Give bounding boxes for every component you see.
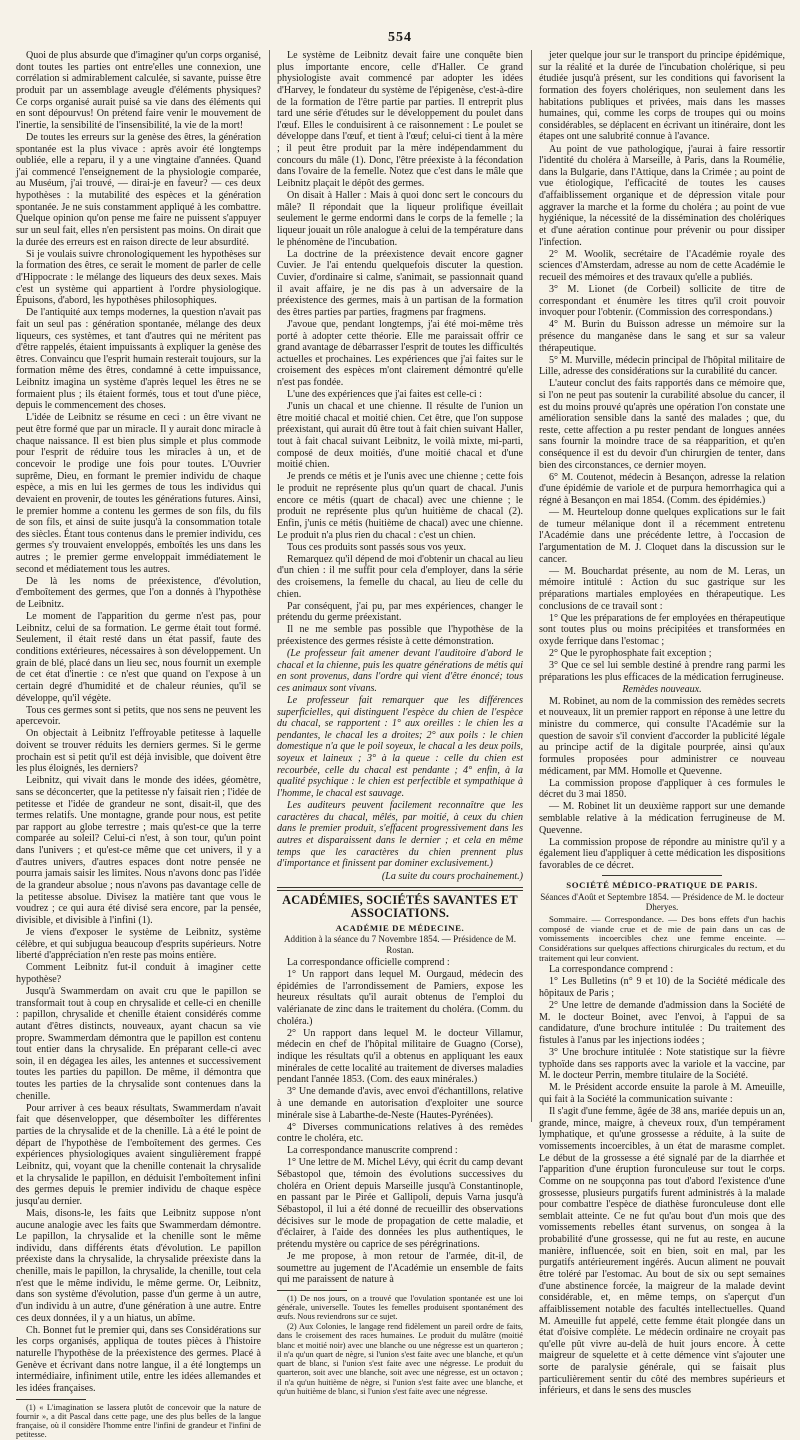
paragraph: 2° Une lettre de demande d'admission dans la Société de M. le docteur Boinet, avec l'envoi, à l'appui de sa candidature, d'une brochure intitulée : Du traitement des fistules à l'anus par les injections iodées ; xyxy=(539,1000,785,1047)
paragraph: Tous ces produits sont passés sous vos yeux. xyxy=(287,541,467,553)
paragraph: 6° M. Coutenot, médecin à Besançon, adresse la relation d'une épidémie de variole et de purpura hemorrhagica qui a régné à Besançon en mai 1854. (Comm. des épidémies.) xyxy=(539,471,785,507)
lecture-text xyxy=(16,50,261,1395)
paragraph: On disait à Haller : Mais à quoi donc sert le concours du mâle? Il répondait que la liqueur prolifique éveillait seulement le germe endormi dans le corps de la femelle ; la liqueur jouait un rôle analogue à celui de la température dans le phénomène de l'incubation. xyxy=(277,190,523,248)
column-left xyxy=(16,50,261,1440)
paragraph: De l'antiquité aux temps modernes, la question n'avait pas fait un seul pas : génération spontanée, mélange des deux liqueurs, ces systèmes, et tant d'autres qui ne méritent pas d'être rappelés, étaient impuissants à expliquer la genèse des êtres. Convaincu que l'esprit humain resterait toujours, sur la formation même des êtres, condamné à cette impuissance, Leibnitz imagina un système d'après lequel les êtres ne se formaient plus ; ils étaient formés, tous et tout d'une pièce, depuis le commencement des choses. xyxy=(16,307,261,412)
paragraph: Quoi de plus absurde que d'imaginer qu'un corps organisé, dont toutes les parties ont entre'elles une connexion, une corrélation si admirablement calculée, si savante, puisse être produit par un assemblage aveugle d'éléments physiques? Ce corps organisé aurait puisé sa vie dans des éléments qui en sont dépourvus! On prétend faire venir le mouvement de l'inertie, la sensibilité de l'insensibilité, la vie de la mort! xyxy=(16,50,261,131)
paragraph: 1° Une lettre de M. Michel Lévy, qui écrit du camp devant Sébastopol que, témoin des évolutions successives du choléra en Orient depuis Marseille jusqu'à Constantinople, en passant par le Pirée et Gallipoli, depuis Varna jusqu'à Sébastopol, il lui a été donné de recueillir des observations décisives sur le mode de propagation de cette maladie, et d'éclairer, à l'aide des données les plus authentiques, le prétendu mystère ou caprice de ses pérégrinations. xyxy=(277,1157,523,1250)
paragraph: 1° Que les préparations de fer employées en thérapeutique sont toutes plus ou moins précipitées et transformées en oxyde ferrique dans l'estomac ; xyxy=(539,612,785,647)
academy-report xyxy=(539,50,785,683)
paragraph: Jusqu'à Swammerdam on avait cru que le papillon se transformait tout à coup en chrysalide et celle-ci en chenille : papillon, chrysalide et chenille étaient considérés comme autant d'êtres distincts, nouveaux, ayant chacun sa vie propre. Swammerdam démontra que le papillon est contenu tout entier dans la chrysalide. En préparant celle-ci avec soin, il en dégagea les ailes, les antennes et successivement toutes les parties du papillon. De même, il démontra que toutes les parties de la chrysalide sont contenues dans la chenille. xyxy=(16,985,261,1102)
paragraph: La correspondance comprend : xyxy=(549,964,674,976)
page-number: 554 xyxy=(388,30,412,45)
paragraph: Je prends ce métis et je l'unis avec une chienne ; cette fois le produit ne représente plus qu'un quart de chacal. J'unis encore ce métis (quart de chacal) avec une chienne ; le produit ne représente plus qu'un huitième de chacal (2). Enfin, j'unis ce métis (huitième de chacal) avec une chienne. Le produit n'a plus rien du chacal : c'est un chien. xyxy=(277,471,523,541)
paragraph: 1° Un rapport dans lequel M. Ourgaud, médecin des épidémies de l'arrondissement de Pamiers, expose les heureux résultats qu'il aurait obtenus de l'emploi du valérianate de zinc dans le traitement du choléra. (Comm. du choléra.) xyxy=(277,969,523,1027)
footnote: (1) « L'imagination se lassera plutôt de concevoir que la nature de fournir », a dit Pascal dans cette page, une des plus belles de la langue française, où il considère l'homme entre l'infini de grandeur et l'infini de petitesse. xyxy=(16,1402,261,1440)
paragraph: Pour arriver à ces beaux résultats, Swammerdam n'avait fait que désenvelopper, que désemboîter les différentes parties de la chrysalide et de la chenille. Là a été le point de départ de l'hypothèse de l'emboîtement des germes. Ces expériences physiologiques avaient singulièrement frappé Leibnitz, qui, voyant que la chenille contenait la chrysalide et la chrysalide le papillon, en déduisit l'emboîtement infini des germes depuis le premier individu de chaque espèce jusqu'au dernier. xyxy=(16,1102,261,1207)
paragraph: Je viens d'exposer le système de Leibnitz, système célèbre, et qui subjugua beaucoup d'esprits supérieurs. Notre liberté d'appréciation n'en reste pas moins entière. xyxy=(16,926,261,962)
academy-title: ACADÉMIE DE MÉDECINE. xyxy=(335,922,465,933)
society-meeting: Séances d'Août et Septembre 1854. — Présidence de M. le docteur Dheryes. xyxy=(540,891,784,913)
paragraph: M. Robinet, au nom de la commission des remèdes secrets et nouveaux, lit un premier rapport en réponse à une lettre du ministre du commerce, qui consulte l'Académie sur la question de savoir s'il convient d'accorder la publicité légale au principe actif de la digitale pourprée, ainsi qu'aux formules proposées pour administrer ce nouveau médicament, par MM. Homolle et Quevenne. xyxy=(539,695,785,777)
paragraph: 2° Que le pyrophosphate fait exception ; xyxy=(549,647,712,659)
paragraph: 2° Un rapport dans lequel M. le docteur Villamur, médecin en chef de l'hôpital militaire de Guagno (Corse), indique les résultats qu'il a obtenus en appliquant les eaux minérales de cette localité au traitement de diverses maladies pendant l'année 1853. (Com. des eaux minérales.) xyxy=(277,1027,523,1086)
paragraph: L'auteur conclut des faits rapportés dans ce mémoire que, si l'on ne peut pas soutenir la curabilité absolue du cancer, il est du moins prouvé qu'après une opération l'on constate une amélioration sensible dans la santé des malades ; que, du reste, cette affection a pu rester pendant de longues années sans fournir la moindre trace de sa réapparition, et qu'en conséquence il est du devoir d'un chirurgien de tenter, dans bien des circonstances, ce dernier moyen. xyxy=(539,378,785,471)
footnote-rule xyxy=(277,1290,347,1291)
summary: Sommaire. — Correspondance. — Des bons effets d'un hachis composé de viande crue et de mie de pain dans un cas de vomissements incoercibles chez une femme enceinte. — Considérations sur quelques affections chirurgicales du rectum, et du traitement qui leur convient. xyxy=(539,913,785,964)
paragraph: Comment Leibnitz fut-il conduit à imaginer cette hypothèse? xyxy=(16,962,261,985)
paragraph: — M. Robinet lit un deuxième rapport sur une demande semblable relative à la médication ferrugineuse de M. Quevenne. xyxy=(539,801,785,836)
footnote: (2) Aux Colonies, le langage rend fidèlement un pareil ordre de faits, dans le croisement des races humaines. Le produit du mulâtre (moitié blanc et moitié noir) avec une blanche ou une négresse est un quarteron ; il n'a qu'un quart de nègre, si l'union s'est faite avec une blanche, et qu'un quart de blanc, si l'union s'est faite avec une négresse. Le produit du quarteron, soit avec une blanche, soit avec une négresse, est un octavon ; il n'a qu'un huitième de nègre, si l'union s'est faite avec une blanche, et qu'un huitième de blanc, si l'union s'est faite avec une négresse. xyxy=(277,1322,523,1397)
paragraph: Le système de Leibnitz devait faire une conquête bien plus importante encore, celle d'Haller. Ce grand physiologiste avait commencé par adopter les idées d'Harvey, le fondateur du système de l'épigenèse, c'est-à-dire de la formation de l'être partie par parties. Il entreprit plus tard une série d'études sur le développement du poulet dans l'œuf. Elles le conduisirent à ce raisonnement : Le poulet se développe dans l'œuf, et tient à l'œuf; celui-ci tient à la mère ; il peut être produit par la mère indépendamment du concours du mâle (1). Donc, l'être préexiste à la fécondation dans l'ovaire de la femelle. Notez que c'est dans le mâle que Leibnitz plaçait le dépôt des germes. xyxy=(277,50,523,190)
column-right xyxy=(539,50,785,1397)
paragraph: L'une des expériences que j'ai faites est celle-ci : xyxy=(287,389,482,401)
to-be-continued: (La suite du cours prochainement.) xyxy=(381,870,523,882)
remedies-report xyxy=(539,696,785,872)
paragraph: — M. Heurteloup donne quelques explications sur le fait de tumeur mélanique dont il a récemment entretenu l'Académie dans une précédente lettre, à l'occasion de l'argumentation de M. J. Cloquet dans la discussion sur le cancer. xyxy=(539,507,785,565)
paragraph: Si je voulais suivre chronologiquement les hypothèses sur la formation des êtres, ce serait le moment de parler de celle d'Hippocrate : le mélange des liqueurs des deux sexes. Mais c'est un système qui appartient à l'ordre physiologique. Épuisons, d'abord, les hypothèses philosophiques. xyxy=(16,248,261,307)
paragraph: 2° M. Woolik, secrétaire de l'Académie royale des sciences d'Amsterdam, adresse au nom de cette Académie le recueil des mémoires et des travaux qu'elle a publiés. xyxy=(539,248,785,283)
italic-paragraph: Les auditeurs peuvent facilement reconnaître que les caractères du chacal, mêlés, par moitié, à ceux du chien dans le premier produit, s'effacent progressivement dans les autres et disparaissent dans le dernier ; et cela en même temps que les caractères du chien prennent plus d'importance et finissent par dominer exclusivement.) xyxy=(277,800,523,870)
paragraph: 3° Que ce sel lui semble destiné à prendre rang parmi les préparations les plus efficaces de la médication ferrugineuse. xyxy=(539,660,785,683)
paragraph: J'unis un chacal et une chienne. Il résulte de l'union un être moitié chacal et moitié chien. Cet être, que l'on suppose préexistant, qui aurait dû être tout à fait chien suivant Haller, tout à fait chacal suivant Leibnitz, le voilà mixte, mi-parti, composé de deux moitiés, d'une moitié chacal et d'une moitié chien. xyxy=(277,401,523,471)
footnote: (1) De nos jours, on a trouvé que l'ovulation spontanée est une loi générale, universelle. Toutes les femelles produisent spontanément des œufs. Nous reviendrons sur ce sujet. xyxy=(277,1293,523,1322)
paragraph: Tous ces germes sont si petits, que nos sens ne peuvent les apercevoir. xyxy=(16,704,261,728)
paragraph: Au point de vue pathologique, j'aurai à faire ressortir l'identité du choléra à Marseille, à Paris, dans la Roumélie, dans la Bulgarie, dans l'Attique, dans la Crimée ; au point de vue étiologique, l'efficacité de toutes les causes d'affaiblissement organique et de dépression vitale pour aggraver la marche et la forme du choléra ; au point de vue hygiénique, la nécessité de la dissémination des cholériques et d'une aération continue pour prévenir ou pour dissiper l'infection. xyxy=(539,143,785,248)
paragraph: La doctrine de la préexistence devait encore gagner Cuvier. Je l'ai entendu quelquefois discuter la question. Cuvier, d'ordinaire si calme, s'animait, se passionnait quand il avait affaire, je ne dis pas à un adversaire de la préexistence des germes, mais à un partisan de la formation des êtres parties par parties, fragmens par fragmens. xyxy=(277,248,523,318)
paragraph: Il s'agit d'une femme, âgée de 38 ans, mariée depuis un an, grande, mince, maigre, à cheveux roux, d'un tempérament lymphatique, et qu'une grossesse a réduite, à la suite de vomissements incoercibles, à un état de marasme complet. Le début de la grossesse a été signalé par de la diarrhée et l'apparition d'une éruption furonculeuse sur tout le corps. Comme on ne soupçonna pas tout d'abord l'existence d'une grossesse, plusieurs purgatifs furent administrés à la malade pour combattre l'espèce de diathèse furonculeuse dont elle semblait atteinte. Ce ne fut qu'au bout d'un mois que des vomissements rebelles étant survenus, on songea à la probabilité d'une grossesse, qui ne fut au reste, en aucune manière, influencée, soit en bien, soit en mal, par les purgatifs antérieurement ingérés. Aucun aliment ne pouvait être toléré par l'estomac. Au bout de six ou sept semaines d'une abstinence forcée, la maigreur de la malade devint considérable, et, en même temps, on s'aperçut d'un affaiblissement notable des facultés intellectuelles. Quand M. Ameuille fut appelé, cette femme était plongée dans un état d'oisive complète. Le médecin ordinaire ne croyait pas qu'elle pût vivre au-delà de huit jours encore. À cette maigreur de squelette et à cette démence vint s'ajouter une sorte de paralysie générale, qui se faisait plus particulièrement sentir du côté des membres supérieurs et inférieurs, et dans le sens des muscles xyxy=(539,1106,785,1397)
paragraph: 3° Une brochure intitulée : Note statistique sur la fièvre typhoïde dans ses rapports avec la variole et la vaccine, par M. le docteur Perrin, membre titulaire de la Société. xyxy=(539,1047,785,1082)
paragraph: J'avoue que, pendant longtemps, j'ai été moi-même très porté à adopter cette théorie. Elle me paraissait offrir ce grand avantage de débarrasser l'esprit de toutes les difficultés actuelles et prochaines. Les expériences que j'ai faites sur le croisement des espèces m'ont clairement démontré qu'elle n'est pas fondée. xyxy=(277,318,524,389)
paragraph: — M. Bouchardat présente, au nom de M. Leras, un mémoire intitulé : Action du suc gastrique sur les préparations martiales employées en thérapeutique. Les conclusions de ce travail sont : xyxy=(539,565,785,612)
paragraph: De là les noms de préexistence, d'évolution, d'emboîtement des germes, que l'on a donnés à l'hypothèse de Leibnitz. xyxy=(16,575,261,611)
paragraph: De toutes les erreurs sur la genèse des êtres, la génération spontanée est la plus vivace : après avoir été longtemps oubliée, elle a reparu, il y a une vingtaine d'années. Quand j'ai commencé l'enseignement de la physiologie comparée, au Muséum, j'ai trouvé, — dirai-je en faveur? — ces deux hypothèses : la mutabilité des espèces et la génération spontanée. Je ne suis constamment appliqué à les combattre. Quelque opinion qu'on pense me faire ne puissent s'appuyer sur un seul fait, elles n'en persistent pas moins. On dirait que la durée des erreurs est en raison directe de leur absurdité. xyxy=(16,131,261,248)
lecture-demonstration xyxy=(277,648,523,870)
society-report xyxy=(539,964,785,1397)
column-rule xyxy=(269,50,270,1122)
paragraph: 1° Les Bulletins (n° 9 et 10) de la Société médicale des hôpitaux de Paris ; xyxy=(539,976,785,1000)
paragraph: Leibnitz, qui vivait dans le monde des idées, géomètre, sans se déconcerter, que la petitesse n'y faisait rien ; l'idée de petitesse et l'idée de grandeur ne sont, disait-il, que des termes relatifs. Une montagne, grande pour nous, est petite par rapport au globe terrestre ; mais qu'est-ce que la terre comparée au soleil? Celui-ci n'est, à son tour, qu'un point dans l'univers ; et qu'est-ce même que cet univers, il y a d'autres univers, d'autres espaces dont notre pensée ne pourra jamais saisir les limites. Nous n'avons donc pas l'idée de la grandeur absolue ; nous n'avons pas davantage celle de la petitesse absolue. Divisez la matière tant que vous le voudrez ; ce qui aura été divisé sera encore, par la pensée, divisible, et divisible à l'infini (1). xyxy=(16,775,261,926)
paragraph: M. le Président accorde ensuite la parole à M. Ameuille, qui fait à la Société la communication suivante : xyxy=(539,1082,785,1105)
column-rule xyxy=(531,50,532,1122)
section-divider xyxy=(277,887,523,891)
subsection-title: Remèdes nouveaux. xyxy=(622,683,702,695)
paragraph: jeter quelque jour sur le transport du principe épidémique, sur la réalité et la durée de l'incubation cholérique, si peu étudiée jusqu'à présent, sur les conditions qui favorisent la formation des foyers cholériques, non seulement dans les habitations publiques et privées, mais dans les masses humaines, qui, comme les corps de troupes qui ou moins considérables, se déplacent en écrivant un itinéraire, dont les étapes ont une salubrité connue à l'avance. xyxy=(539,50,785,143)
paragraph: Le moment de l'apparition du germe n'est pas, pour Leibnitz, celui de sa formation. Le germe était tout formé. Seulement, il était resté dans un état passif, faute des conditions extérieures, nécessaires à son développement. Un grain de blé, placé dans un lieu sec, nous fournit un exemple de cet état d'inertie : ce n'est que quand on l'expose à un certain degré d'humidité et de chaleur réunies, qu'il se développe, qu'il végète. xyxy=(16,611,261,704)
paragraph: Remarquez qu'il dépend de moi d'obtenir un chacal au lieu d'un chien : il me suffit pour cela d'employer, dans la série des croisemens, la femelle du chacal, au lieu de celle du chien. xyxy=(277,553,523,600)
paragraph: La correspondance manuscrite comprend : xyxy=(287,1145,458,1157)
paragraph: Mais, disons-le, les faits que Leibnitz suppose n'ont aucune analogie avec les faits que Swammerdam démontre. Le papillon, la chrysalide et la chenille sont le même individu, dans différents états d'évolution. Le papillon préexiste dans la chrysalide, la chrysalide préexiste dans la chenille, mais le papillon, la chrysalide, la chenille, tout cela n'est que le même individu, le même germe. Or, Leibnitz, dans son système d'évolution, passe d'un germe à un autre, d'un individu à un autre, d'une génération à une autre. Entre ces deux données, il y a un hiatus, un abîme. xyxy=(16,1207,261,1324)
paragraph: 3° M. Lionet (de Corbeil) sollicite de titre de correspondant et énumère les titres qu'il croit pouvoir invoquer pour l'obtenir. (Commission des correspondans.) xyxy=(539,283,785,319)
column-middle xyxy=(277,50,524,1397)
paragraph: 4° Diverses communications relatives à des remèdes contre le choléra, etc. xyxy=(277,1121,523,1145)
italic-paragraph: Le professeur fait remarquer que les différences superficielles, qui distinguent l'espèce du chien de l'espèce du chacal, se rapportent : 1° aux oreilles : le chien les a pendantes, le chacal les a droites; 2° aux poils : le chien domestique n'a que le poil soyeux, le chacal a les deux poils, soyeux et laineux ; 3° à la queue : celle du chien est recourbée, celle du chacal est pendante ; 4° enfin, à la qualité psychique : le chien est perfectible et sympathique à l'homme, le chacal est sauvage. xyxy=(277,694,523,800)
paragraph: 3° Une demande d'avis, avec envoi d'échantillons, relative à une demande en autorisation d'exploiter une source minérale sise à Labarthe-de-Neste (Hautes-Pyrénées). xyxy=(277,1086,523,1121)
section-title: ACADÉMIES, SOCIÉTÉS SAVANTES ET ASSOCIATIONS. xyxy=(282,892,518,921)
correspondence xyxy=(277,957,523,1286)
paragraph: Par conséquent, j'ai pu, par mes expériences, changer le prétendu du germe préexistant. xyxy=(277,600,523,624)
paragraph: La correspondance officielle comprend : xyxy=(287,957,450,969)
paragraph: La commission propose d'appliquer à ces formules le décret du 3 mai 1850. xyxy=(539,777,785,801)
paragraph: On objectait à Leibnitz l'effroyable petitesse à laquelle doivent se trouver réduits les derniers germes. Si le germe prochain est si petit qu'il est déjà invisible, que doivent être les plus éloignés, les derniers? xyxy=(16,728,261,775)
paragraph: La commission propose de répondre au ministre qu'il y a également lieu d'appliquer à cette médication les dispositions favorables de ce décret. xyxy=(539,836,785,871)
section-divider xyxy=(602,875,722,876)
paragraph: Ch. Bonnet fut le premier qui, dans ses Considérations sur les corps organisés, appliqua de toutes pièces à l'histoire naturelle l'hypothèse de la préexistence des germes. Placé à Genève et écrivant dans notre langue, il a été longtemps un intermédiaire, infiniment utile, entre les idées allemandes et les idées françaises. xyxy=(16,1324,261,1394)
paragraph: Il ne me semble pas possible que l'hypothèse de la préexistence des germes résiste à cette démonstration. xyxy=(277,624,523,647)
paragraph: Je me propose, à mon retour de l'armée, dit-il, de soumettre au jugement de l'Académie un ensemble de faits qui me paraissent de nature à xyxy=(277,1250,523,1286)
footnotes xyxy=(277,1294,523,1396)
footnote-rule xyxy=(16,1399,86,1400)
meeting-line: Addition à la séance du 7 Novembre 1854. — Présidence de M. Rostan. xyxy=(283,934,517,955)
italic-paragraph: (Le professeur fait amener devant l'auditoire d'abord le chacal et la chienne, puis les quatre générations de métis qui en sont provenus, dans l'ordre qui vient d'être énoncé; tous ces animaux sont vivans. xyxy=(277,647,523,694)
paragraph: L'idée de Leibnitz se résume en ceci : un être vivant ne peut être formé que par un miracle. Il y aurait donc miracle à chaque naissance. Il est bien plus simple et plus commode pour l'esprit de réduire tous les miracles à un, et de concevoir le prodige une fois pour toutes. L'Ouvrier suprême, Dieu, en formant le premier individu de chaque espèce, a mis en lui les germes de tous les individus qui devaient en provenir, de toutes les générations futures. Ainsi, le premier homme a contenu les germes de son fils, du fils de son fils, et ainsi de suite jusqu'à la consommation totale des siècles. Étant tous contenus dans le premier individu, ces germes s'y trouvaient enveloppés, emboîtés les uns dans les autres ; le premier germe enveloppait immédiatement le second et médiatement tous les autres. xyxy=(16,412,261,575)
lecture-text xyxy=(277,50,523,648)
paragraph: 5° M. Murville, médecin principal de l'hôpital militaire de Lille, adresse des considérations sur la curabilité du cancer. xyxy=(539,354,785,378)
society-title: SOCIÉTÉ MÉDICO-PRATIQUE DE PARIS. xyxy=(566,880,758,891)
paragraph: 4° M. Burin du Buisson adresse un mémoire sur la présence du manganèse dans le sang et sur sa valeur thérapeutique. xyxy=(539,319,785,354)
